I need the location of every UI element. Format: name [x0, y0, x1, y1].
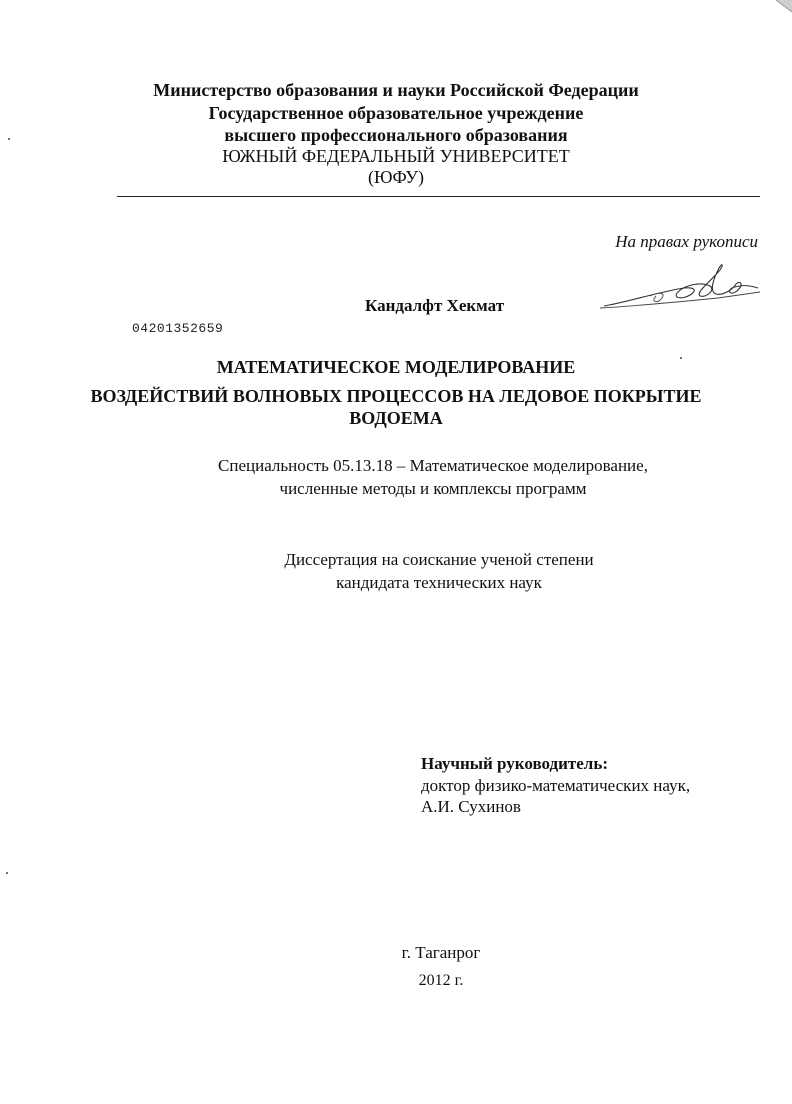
- author-name: Кандалфт Хекмат: [365, 296, 505, 315]
- ministry-name: Министерство образования и науки Российской Федерации: [153, 80, 639, 100]
- city: г. Таганрог: [401, 943, 481, 962]
- supervisor-degree: доктор физико-математических наук,: [421, 776, 691, 795]
- manuscript-note: На правах рукописи: [615, 232, 758, 251]
- institution-type: Государственное образовательное учреждение: [208, 103, 584, 123]
- supervisor-name: А.И. Сухинов: [421, 797, 521, 816]
- header-divider: [117, 196, 760, 197]
- specialty-line1: Специальность 05.13.18 – Математическое моделирование,: [218, 456, 648, 475]
- degree-line2: кандидата технических наук: [336, 573, 542, 592]
- year: 2012 г.: [418, 972, 464, 989]
- page-corner-mark: [772, 0, 792, 20]
- degree-line1: Диссертация на соискание ученой степени: [284, 550, 594, 569]
- institution-level: высшего профессионального образования: [224, 125, 568, 145]
- specialty-line2: численные методы и комплексы программ: [279, 479, 587, 498]
- university-abbreviation: (ЮФУ): [367, 167, 425, 187]
- dissertation-title-line2: ВОЗДЕЙСТВИЙ ВОЛНОВЫХ ПРОЦЕССОВ НА ЛЕДОВОЕ ПОКРЫТИЕ: [90, 386, 702, 406]
- registration-number: 04201352659: [132, 321, 224, 336]
- university-name: ЮЖНЫЙ ФЕДЕРАЛЬНЫЙ УНИВЕРСИТЕТ: [222, 146, 570, 166]
- signature: [598, 262, 763, 318]
- supervisor-label: Научный руководитель:: [421, 754, 608, 773]
- scan-speck: [6, 872, 8, 874]
- dissertation-title-line3: ВОДОЕМА: [349, 408, 443, 428]
- dissertation-title-line1: МАТЕМАТИЧЕСКОЕ МОДЕЛИРОВАНИЕ: [216, 357, 576, 377]
